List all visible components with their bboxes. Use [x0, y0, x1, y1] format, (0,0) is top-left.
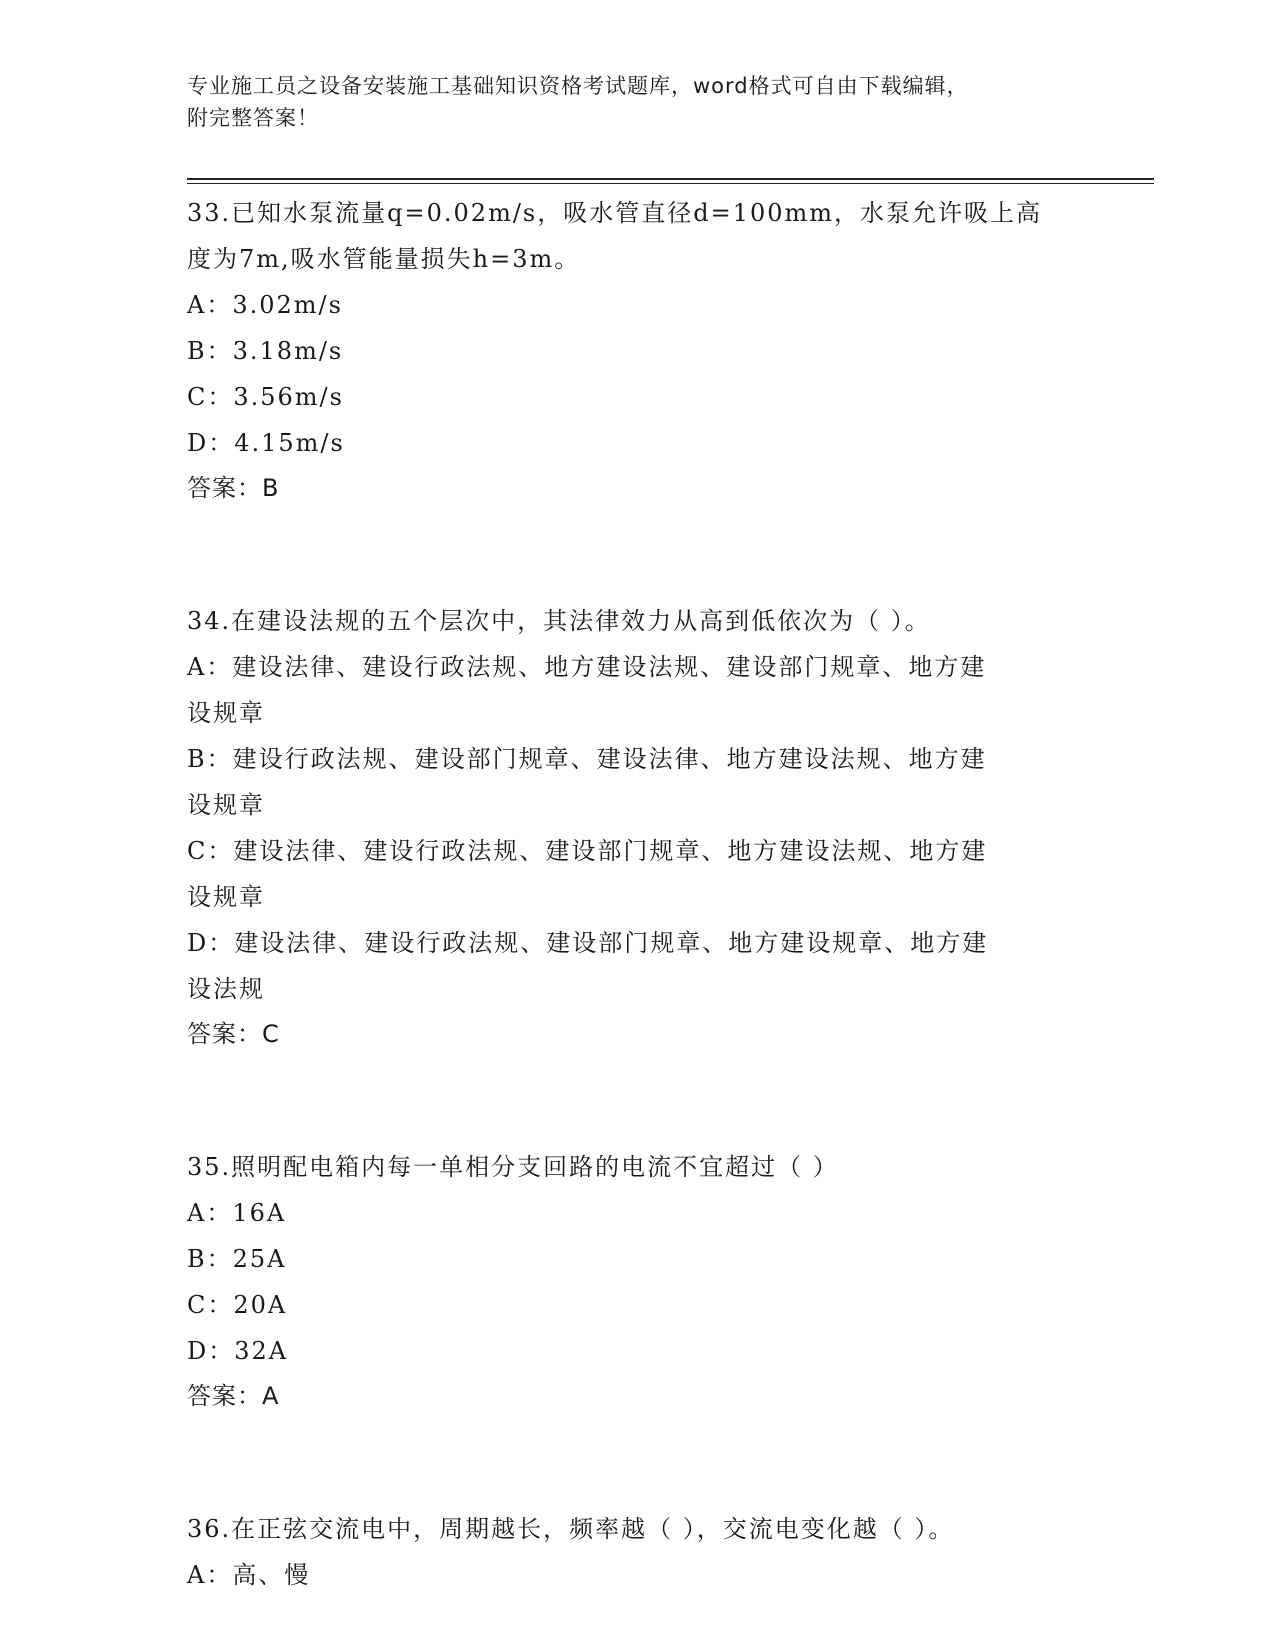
option-a: A：建设法律、建设行政法规、地方建设法规、建设部门规章、地方建 [187, 653, 987, 681]
option-d: D：32A [187, 1337, 289, 1365]
header-divider-bottom [187, 183, 1154, 184]
question-text-line: 36.在正弦交流电中，周期越长，频率越（ ），交流电变化越（ ）。 [187, 1515, 955, 1543]
answer-line: 答案：C [187, 1020, 280, 1048]
option-b: B：3.18m/s [187, 337, 344, 365]
option-d-continued: 设法规 [187, 975, 265, 1003]
option-c-continued: 设规章 [187, 883, 265, 911]
option-d: D：4.15m/s [187, 429, 345, 457]
header-line-2: 附完整答案！ [187, 106, 319, 130]
option-b-continued: 设规章 [187, 791, 265, 819]
option-b: B：建设行政法规、建设部门规章、建设法律、地方建设法规、地方建 [187, 745, 987, 773]
header-divider-top [187, 178, 1154, 180]
option-b: B：25A [187, 1245, 287, 1273]
question-text-line: 33.已知水泵流量q=0.02m/s，吸水管直径d=100mm，水泵允许吸上高 [187, 199, 1043, 227]
answer-line: 答案：B [187, 474, 280, 502]
question-spacer [187, 510, 1087, 598]
question-33 [187, 190, 1087, 510]
option-a-continued: 设规章 [187, 699, 265, 727]
question-text-line: 34.在建设法规的五个层次中，其法律效力从高到低依次为（ ）。 [187, 607, 931, 635]
option-a: A：16A [187, 1199, 287, 1227]
option-a: A：高、慢 [187, 1561, 311, 1589]
document-header [187, 70, 1087, 134]
option-a: A：3.02m/s [187, 291, 343, 319]
question-list [187, 190, 1087, 1598]
option-c: C：20A [187, 1291, 288, 1319]
header-line-1: 专业施工员之设备安装施工基础知识资格考试题库，word格式可自由下载编辑， [187, 74, 969, 98]
question-35 [187, 1144, 1087, 1418]
question-34 [187, 598, 1087, 1056]
option-d: D：建设法律、建设行政法规、建设部门规章、地方建设规章、地方建 [187, 929, 989, 957]
question-text-line: 35.照明配电箱内每一单相分支回路的电流不宜超过（ ） [187, 1153, 839, 1181]
answer-line: 答案：A [187, 1382, 280, 1410]
question-text-line: 度为7m,吸水管能量损失h=3m。 [187, 245, 581, 273]
question-spacer [187, 1056, 1087, 1144]
question-36 [187, 1506, 1087, 1598]
option-c: C：3.56m/s [187, 383, 344, 411]
option-c: C：建设法律、建设行政法规、建设部门规章、地方建设法规、地方建 [187, 837, 988, 865]
question-spacer [187, 1418, 1087, 1506]
